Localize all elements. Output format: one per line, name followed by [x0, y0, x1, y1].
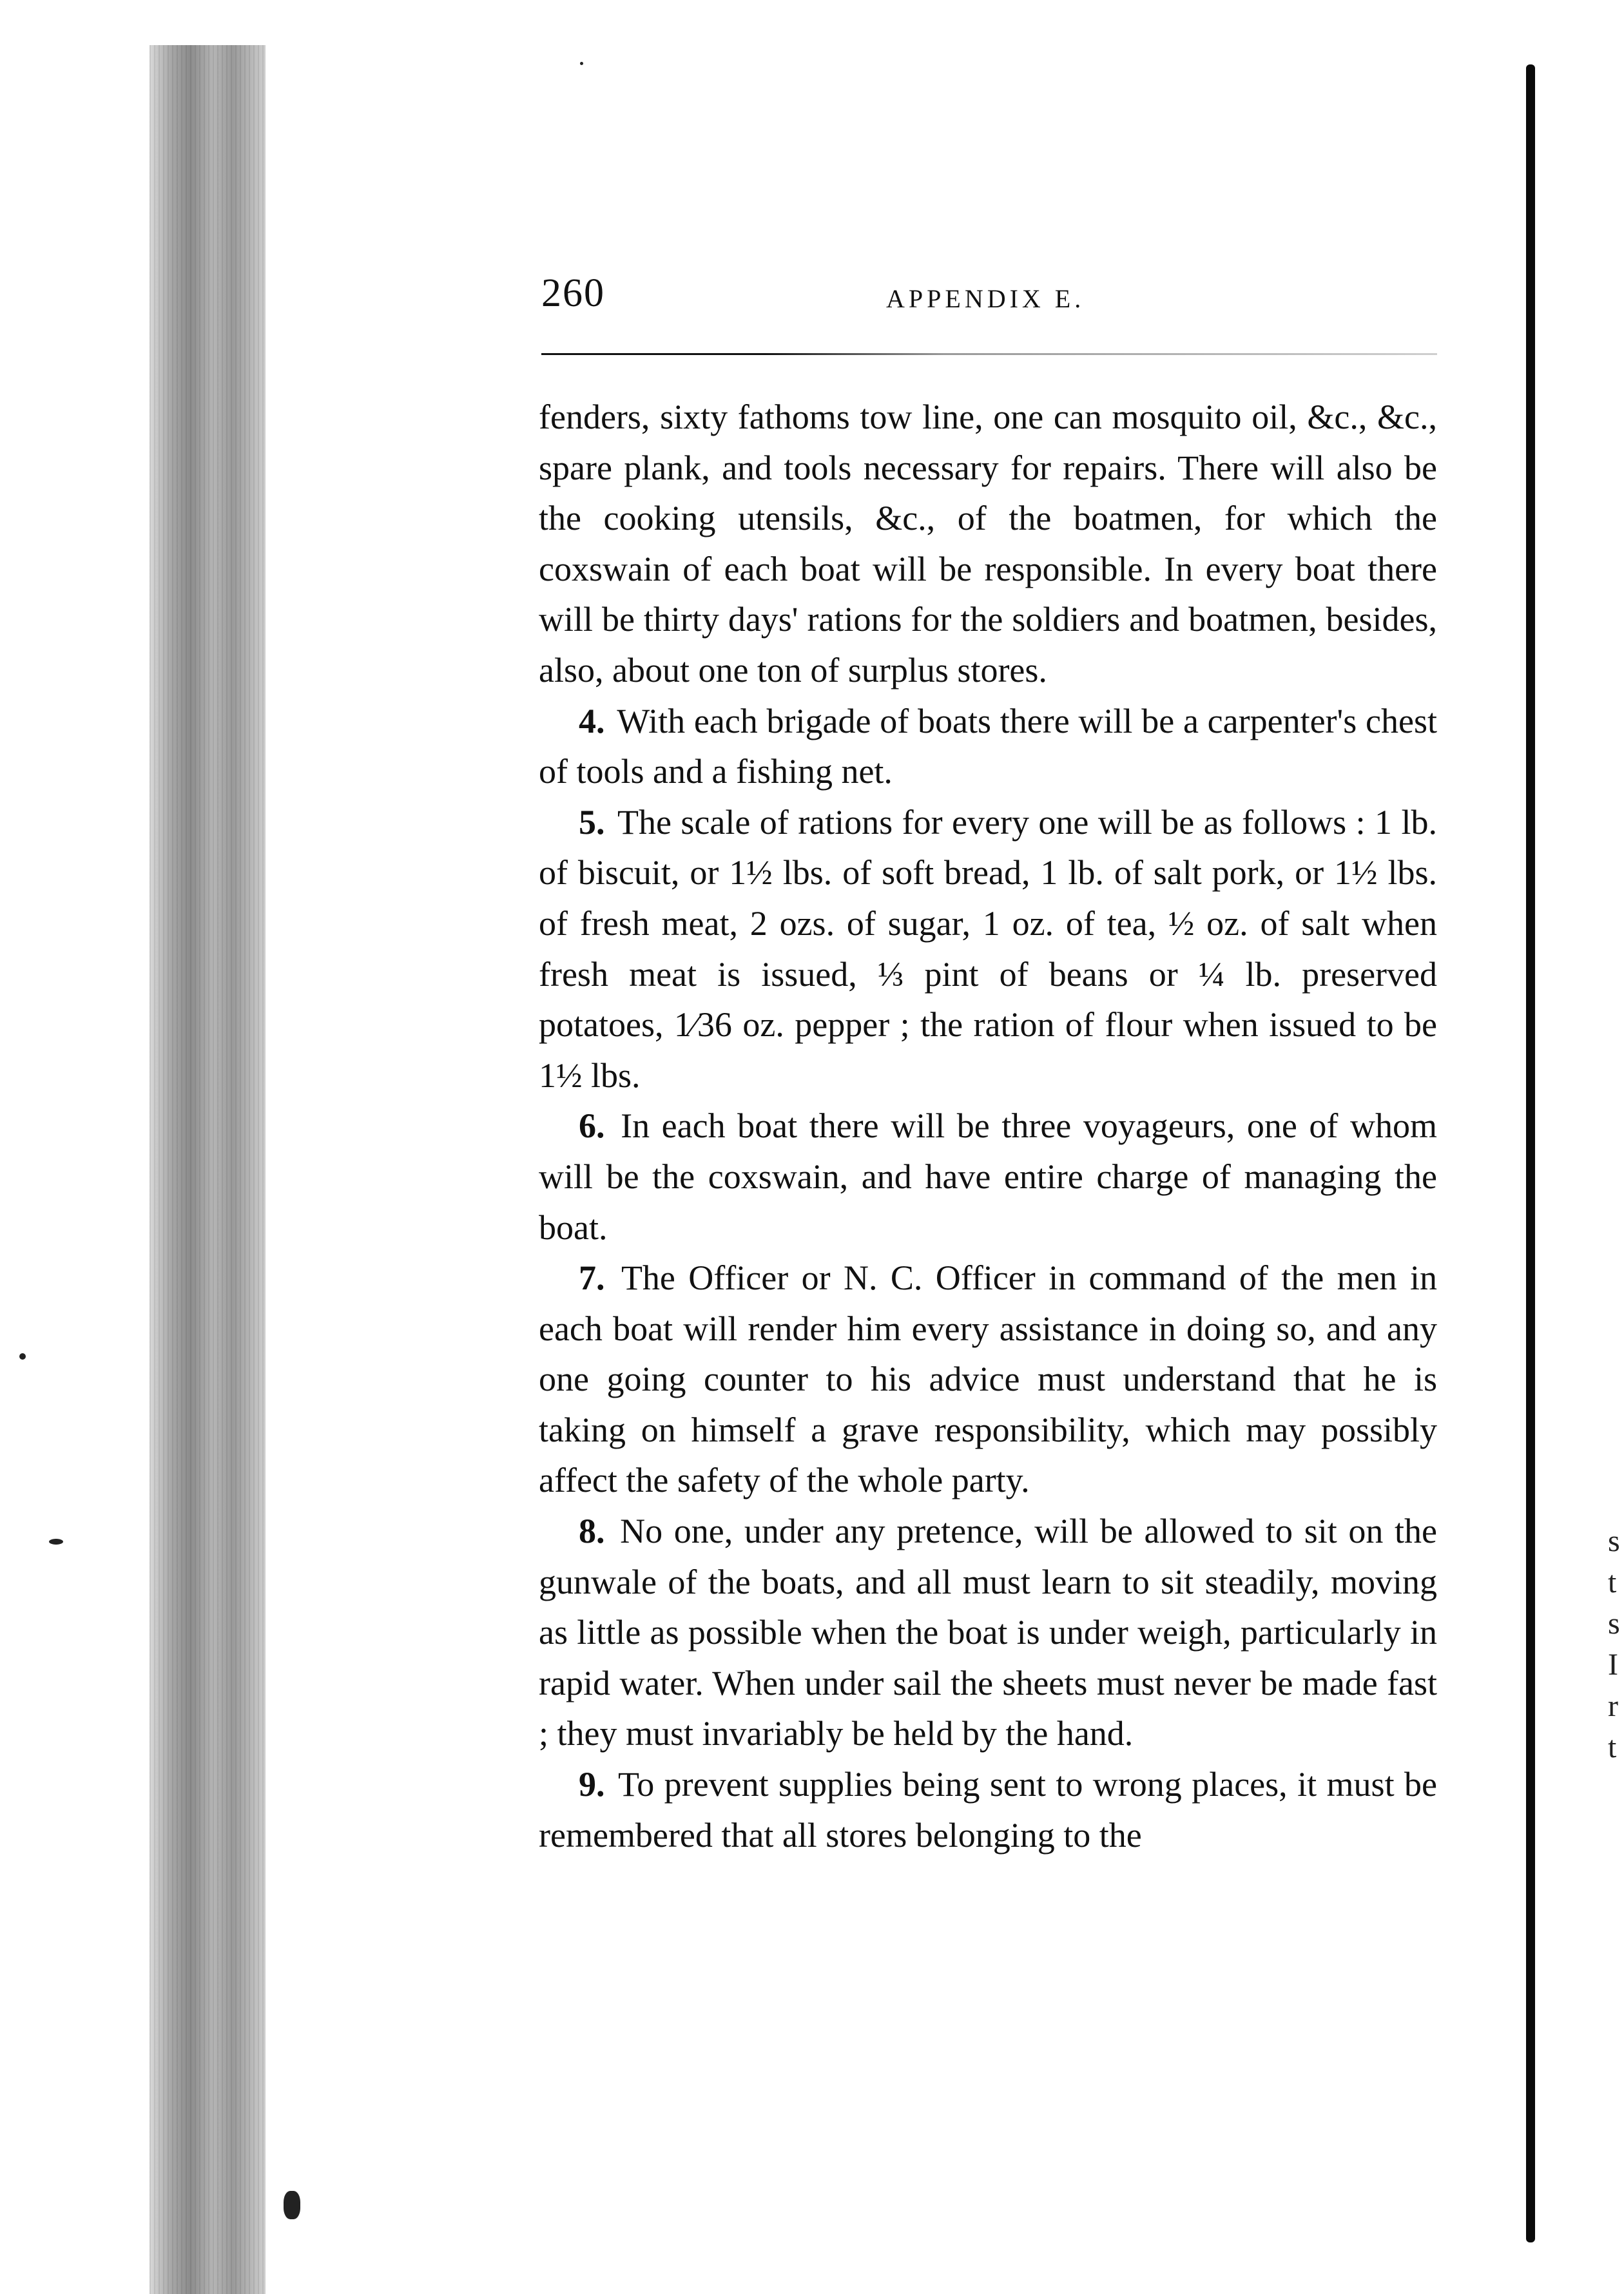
paragraph-text: No one, under any pretence, will be allowed to sit on the gunwale of the boats, and all must learn to sit steadily, moving as little as possible when the boat is under weigh, particularly in rapid water. When under sail the sheets must never be made fast ; they must invariably be held by the hand.: [539, 1512, 1437, 1753]
paragraph-8: [539, 1506, 1437, 1759]
paragraph-continued: [539, 392, 1437, 696]
scan-speck: [580, 62, 583, 65]
scan-speck: [19, 1353, 26, 1360]
paragraph-text: With each brigade of boats there will be a carpenter's chest of tools and a fishing net.: [539, 701, 1437, 791]
running-head: APPENDIX E.: [886, 284, 1085, 313]
book-binding-edge: [150, 45, 266, 2294]
paragraph-5: [539, 797, 1437, 1101]
paragraph-number: 6.: [579, 1106, 605, 1146]
paragraph-9: [539, 1759, 1437, 1860]
paragraph-number: 5.: [579, 802, 605, 842]
facing-page: [1535, 52, 1624, 2294]
scan-speck: [49, 1539, 63, 1545]
paragraph-text: The Officer or N. C. Officer in command of the men in each boat will render him every assistance in doing so, and any one going counter to his advice must understand that he is taking on himself a grave responsibility, which may possibly affect the safety of the whole party.: [539, 1258, 1437, 1500]
paragraph-number: 9.: [579, 1765, 605, 1804]
paragraph-4: [539, 696, 1437, 797]
facing-page-edge: [1526, 64, 1535, 2242]
paragraph-number: 7.: [579, 1258, 605, 1298]
paragraph-7: [539, 1253, 1437, 1506]
page-header: [541, 271, 1437, 322]
paragraph-text: The scale of rations for every one will be as follows : 1 lb. of biscuit, or 1½ lbs. of soft bread, 1 lb. of salt pork, or 1½ lbs. of fresh meat, 2 ozs. of sugar, 1 oz. of tea, ½ oz. of salt when fresh meat is issued, ⅓ pint of beans or ¼ lb. preserved potatoes, 1⁄36 oz. pepper ; the ration of flour when issued to be 1½ lbs.: [539, 802, 1438, 1095]
facing-page-text-fragments: s t s I r t: [1608, 1524, 1620, 1764]
paragraph-number: 8.: [579, 1512, 605, 1551]
paragraph-6: [539, 1101, 1437, 1253]
paragraph-text: In each boat there will be three voyageurs, one of whom will be the coxswain, and have entire charge of managing the boat.: [539, 1106, 1438, 1247]
page-number: 260: [541, 271, 605, 315]
paragraph-text: fenders, sixty fathoms tow line, one can mosquito oil, &c., &c., spare plank, and tools necessary for repairs. There will also be the cooking utensils, &c., of the boatmen, for which the coxswain of each boat will be responsible. In every boat there will be thirty days' rations for the soldiers and boatmen, besides, also, about one ton of surplus stores.: [539, 398, 1437, 689]
paragraph-text: To prevent supplies being sent to wrong places, it must be remembered that all stores belonging to the: [539, 1765, 1437, 1855]
header-rule: [541, 353, 1437, 355]
scan-speck: [284, 2191, 300, 2219]
page-body: [539, 392, 1437, 1860]
paragraph-number: 4.: [579, 701, 605, 740]
